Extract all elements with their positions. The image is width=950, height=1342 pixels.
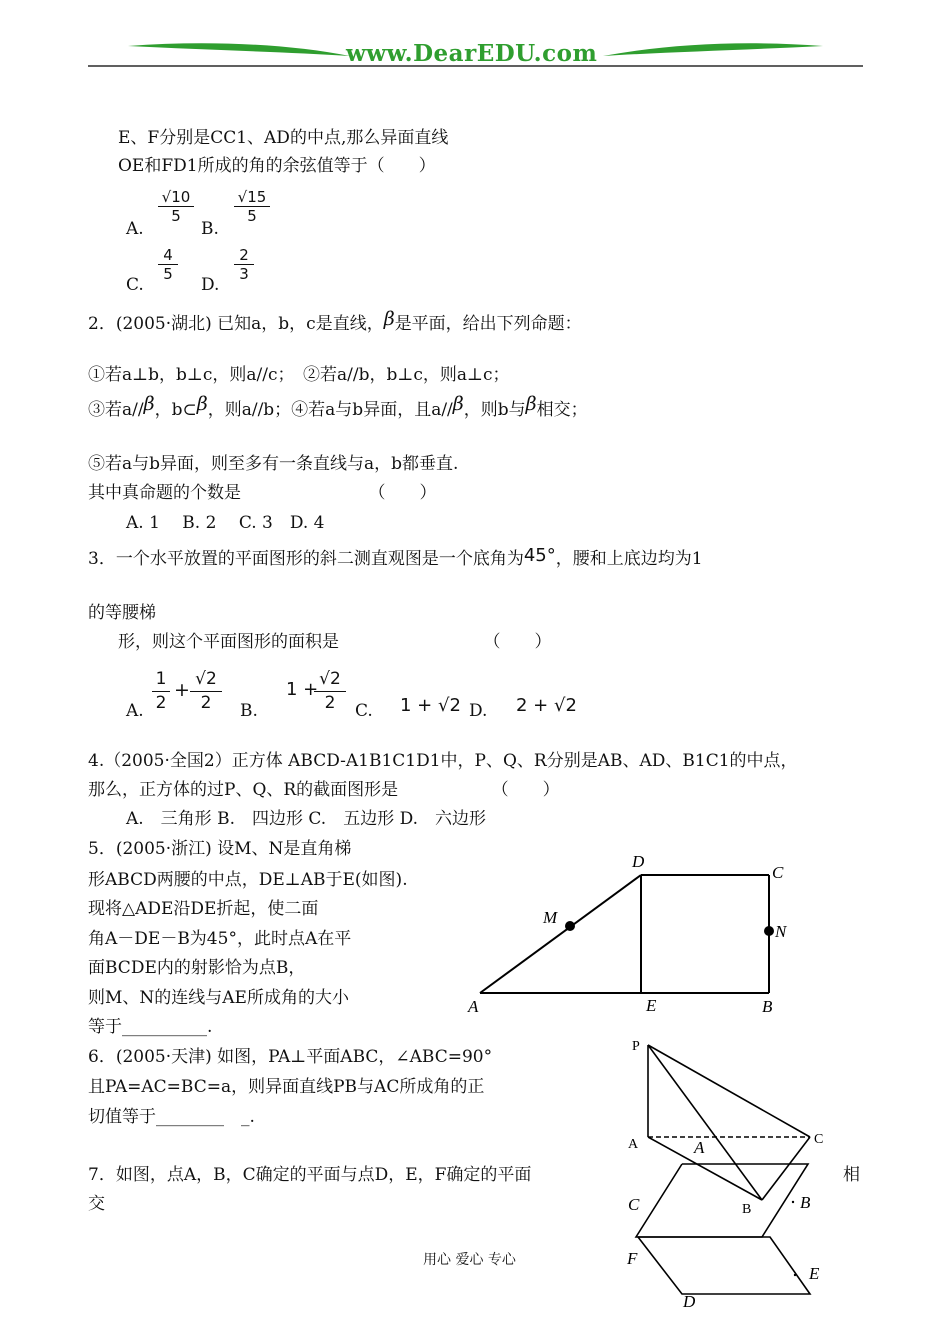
q3-option-b-numerator: √2 xyxy=(314,668,346,692)
q1-option-b-fraction xyxy=(234,188,270,225)
q5-line3: 现将△ADE沿DE折起，使二面 xyxy=(88,899,319,919)
label-B: B xyxy=(762,997,773,1016)
label-N: N xyxy=(775,922,787,941)
q7-label-D: D xyxy=(683,1292,696,1311)
q7-label-F: F xyxy=(627,1249,638,1268)
q6-label-C: C xyxy=(814,1132,824,1147)
q7-label-A: A xyxy=(694,1138,705,1157)
q3-option-d-label: D. xyxy=(469,701,488,721)
q6-line2: 且PA=AC=BC=a，则异面直线PB与AC所成角的正 xyxy=(88,1077,485,1097)
q3-option-b-label: B. xyxy=(240,701,258,721)
q6-q7-figure xyxy=(620,1032,840,1314)
beta-symbol: β xyxy=(143,393,155,415)
q3-option-a-f2-numerator: √2 xyxy=(190,668,222,692)
beta-symbol: β xyxy=(383,308,395,330)
point-B-dot xyxy=(792,1201,794,1203)
q1-option-b-label: B. xyxy=(201,219,219,239)
q6-label-P: P xyxy=(632,1039,640,1054)
q2-stem xyxy=(88,308,582,335)
q1-line1: E、F分别是CC1、AD的中点,那么异面直线 xyxy=(118,128,449,148)
q3-option-a-f1-denominator: 2 xyxy=(155,693,167,713)
q1-option-d-label: D. xyxy=(201,275,220,295)
q5-line2: 形ABCD两腰的中点，DE⊥AB于E(如图). xyxy=(88,870,408,890)
q1-option-c-fraction xyxy=(158,246,178,283)
q2-stem-part2: 是平面，给出下列命题： xyxy=(394,314,582,334)
q3-option-c-label: C. xyxy=(355,701,373,721)
q5-line6: 则M、N的连线与AE所成角的大小 xyxy=(88,988,349,1008)
q3-option-a-fraction-1 xyxy=(152,668,170,715)
label-E: E xyxy=(646,996,657,1015)
q6-line3: 切值等于________ _. xyxy=(88,1107,255,1127)
q2-p3-part1: ③若a// xyxy=(88,400,144,420)
plane-ABC xyxy=(636,1164,808,1237)
header-banner xyxy=(88,30,863,70)
q1-option-b-numerator: √15 xyxy=(234,188,270,207)
beta-symbol: β xyxy=(452,393,464,415)
q5-trapezoid-figure xyxy=(460,848,800,1020)
label-A: A xyxy=(468,997,479,1016)
q5-line4: 角A－DE－B为45°，此时点A在平 xyxy=(88,929,352,949)
angle-45-degrees: 45° xyxy=(523,545,556,566)
q1-option-a-denominator: 5 xyxy=(171,207,181,225)
beta-symbol: β xyxy=(525,393,537,415)
q3-line1 xyxy=(88,545,703,570)
label-C: C xyxy=(772,863,784,882)
q2-p3-part2: ，b⊂ xyxy=(154,400,197,420)
q1-option-d-numerator: 2 xyxy=(234,246,254,265)
q3-option-a-f2-denominator: 2 xyxy=(200,693,212,713)
q7-label-E: E xyxy=(809,1264,820,1283)
q3-option-b-fraction xyxy=(314,668,346,715)
q1-line2: OE和FD1所成的角的余弦值等于（ ） xyxy=(118,156,436,176)
q3-option-a-fraction-2 xyxy=(190,668,222,715)
q2-proposition-3-4 xyxy=(88,393,588,421)
q1-option-a-fraction xyxy=(158,188,194,225)
label-M: M xyxy=(543,908,558,927)
q2-p3-part4: ，则b与 xyxy=(463,400,526,420)
segment-AD xyxy=(480,875,641,993)
q1-option-b-denominator: 5 xyxy=(247,207,257,225)
plane-DEF xyxy=(638,1237,810,1294)
q3-option-a-label: A. xyxy=(126,701,144,721)
q3-option-b-lead: 1 + xyxy=(286,679,319,700)
q3-line3: 形，则这个平面图形的面积是 （ ） xyxy=(118,632,552,652)
footer-text: 用心 爱心 专心 xyxy=(423,1252,516,1268)
q4-options: A. 三角形 B. 四边形 C. 五边形 D. 六边形 xyxy=(126,809,487,829)
q2-count-question: 其中真命题的个数是 （ ） xyxy=(88,483,437,503)
point-M xyxy=(565,921,575,931)
q2-p3-part3: ，则a//b；④若a与b异面，且a// xyxy=(207,400,453,420)
q4-line1: 4.（2005·全国2）正方体 ABCD-A1B1C1D1中，P、Q、R分别是AB、AD、B1C1的中点， xyxy=(88,751,798,771)
q7-label-C: C xyxy=(628,1195,640,1214)
q4-line2: 那么，正方体的过P、Q、R的截面图形是 （ ） xyxy=(88,780,560,800)
q6-line1: 6．(2005·天津) 如图，PA⊥平面ABC，∠ABC=90° xyxy=(88,1047,493,1067)
q1-option-a-label: A. xyxy=(126,219,144,239)
q1-option-c-denominator: 5 xyxy=(163,265,173,283)
q5-line5: 面BCDE内的射影恰为点B， xyxy=(88,958,306,978)
q6-label-B: B xyxy=(742,1202,752,1217)
edge-PB xyxy=(648,1045,762,1200)
q3-option-a-plus: + xyxy=(174,679,190,701)
q7-label-B: B xyxy=(800,1193,811,1212)
site-logo-text: www.DearEDU.com xyxy=(346,40,598,67)
q7-line1-end: 相 xyxy=(843,1165,860,1185)
point-E-dot xyxy=(794,1274,796,1276)
q3-line2: 的等腰梯 xyxy=(88,603,156,623)
edge-PC xyxy=(648,1045,810,1137)
q2-p3-part5: 相交； xyxy=(536,400,588,420)
q1-option-c-label: C. xyxy=(126,275,144,295)
q1-option-d-fraction xyxy=(234,246,254,283)
beta-symbol: β xyxy=(196,393,208,415)
q2-options: A. 1 B. 2 C. 3 D. 4 xyxy=(126,513,325,533)
q3-option-d-expression: 2 + √2 xyxy=(516,695,577,716)
q6-label-A: A xyxy=(628,1137,639,1152)
q1-option-c-numerator: 4 xyxy=(158,246,178,265)
q3-option-a-f1-numerator: 1 xyxy=(152,668,170,692)
q3-option-b-denominator: 2 xyxy=(324,693,336,713)
q3-line1-part2: ，腰和上底边均为1 xyxy=(555,549,703,569)
q3-line1-part1: 3．一个水平放置的平面图形的斜二测直观图是一个底角为 xyxy=(88,549,524,569)
point-N xyxy=(764,926,774,936)
q2-proposition-1-2: ①若a⊥b，b⊥c，则a//c； ②若a//b，b⊥c，则a⊥c； xyxy=(88,365,510,385)
q5-line7: 等于__________. xyxy=(88,1017,213,1037)
q7-line1: 7．如图，点A，B，C确定的平面与点D，E，F确定的平面 xyxy=(88,1165,532,1185)
q3-option-c-expression: 1 + √2 xyxy=(400,695,461,716)
q2-proposition-5: ⑤若a与b异面，则至多有一条直线与a，b都垂直. xyxy=(88,454,459,474)
q1-option-a-numerator: √10 xyxy=(158,188,194,207)
edge-CB xyxy=(762,1137,810,1200)
q2-stem-part1: 2．(2005·湖北) 已知a，b，c是直线， xyxy=(88,314,384,334)
q7-line2: 交 xyxy=(88,1194,105,1214)
q5-line1: 5．(2005·浙江) 设M、N是直角梯 xyxy=(88,839,352,859)
label-D: D xyxy=(632,852,645,871)
q1-option-d-denominator: 3 xyxy=(239,265,249,283)
